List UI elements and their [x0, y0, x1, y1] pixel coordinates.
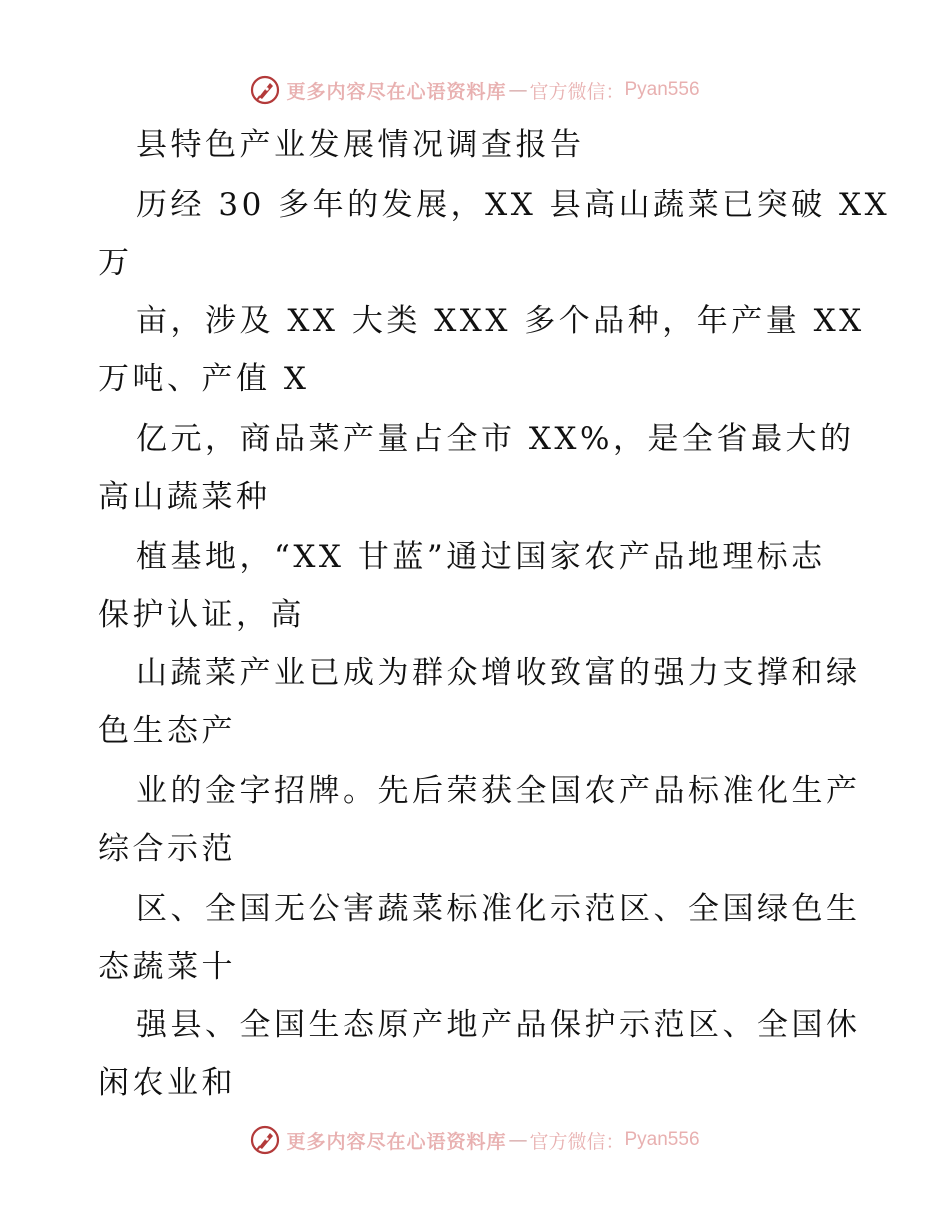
header-banner	[0, 70, 950, 110]
document-title: 县特色产业发展情况调查报告	[136, 127, 585, 163]
brand-text: 更多内容尽在心语资料库	[286, 1130, 507, 1153]
wechat-handle: Pyan556	[624, 1129, 700, 1150]
paragraph-line: 植基地，“XX 甘蓝”通过国家农产品地理标志	[136, 539, 826, 575]
paragraph-line: 闲农业和	[98, 1065, 236, 1101]
quill-pen-logo-icon	[250, 1125, 280, 1155]
banner-separator: —	[508, 79, 528, 101]
paragraph-line: 万	[98, 245, 133, 281]
paragraph-line: 态蔬菜十	[98, 949, 236, 985]
paragraph-line: 高山蔬菜种	[98, 479, 271, 515]
paragraph-line: 综合示范	[98, 831, 236, 867]
paragraph-line: 保护认证，高	[98, 597, 305, 633]
wechat-handle: Pyan556	[624, 79, 700, 100]
footer-banner	[0, 1120, 950, 1160]
paragraph-line: 山蔬菜产业已成为群众增收致富的强力支撑和绿	[136, 655, 861, 691]
quill-pen-logo-icon	[250, 75, 280, 105]
banner-separator: —	[508, 1129, 528, 1151]
paragraph-line: 亩，涉及 XX 大类 XXX 多个品种，年产量 XX	[136, 303, 865, 339]
wechat-label: 官方微信：	[529, 80, 625, 103]
paragraph-line: 色生态产	[98, 713, 236, 749]
wechat-label: 官方微信：	[529, 1130, 625, 1153]
paragraph-line: 历经 30 多年的发展，XX 县高山蔬菜已突破 XX	[136, 187, 891, 223]
paragraph-line: 亿元，商品菜产量占全市 XX%，是全省最大的	[136, 421, 855, 457]
paragraph-line: 业的金字招牌。先后荣获全国农产品标准化生产	[136, 773, 861, 809]
paragraph-line: 区、全国无公害蔬菜标准化示范区、全国绿色生	[136, 891, 861, 927]
brand-text: 更多内容尽在心语资料库	[286, 80, 507, 103]
paragraph-line: 强县、全国生态原产地产品保护示范区、全国休	[136, 1007, 861, 1043]
paragraph-line: 万吨、产值 X	[98, 361, 310, 397]
